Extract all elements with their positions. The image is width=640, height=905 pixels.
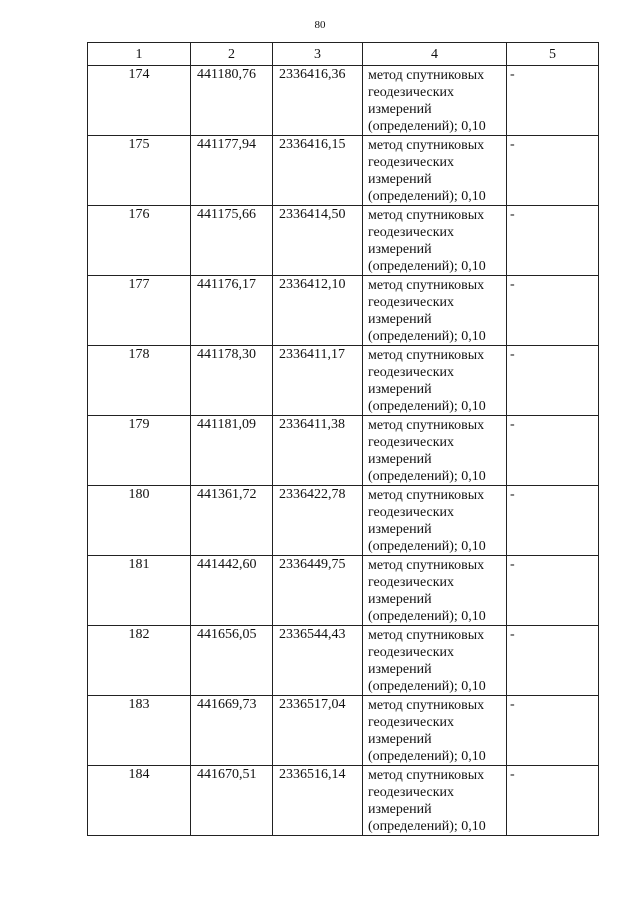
note-cell: - <box>507 206 599 276</box>
page-number: 80 <box>314 19 326 31</box>
table-row <box>88 766 599 836</box>
point-number-cell: 176 <box>88 206 191 276</box>
point-number-cell: 184 <box>88 766 191 836</box>
point-number-cell: 175 <box>88 136 191 206</box>
column-header: 5 <box>507 43 599 66</box>
note-cell: - <box>507 696 599 766</box>
y-coordinate-cell: 2336517,04 <box>273 696 363 766</box>
y-coordinate-cell: 2336544,43 <box>273 626 363 696</box>
point-number-cell: 174 <box>88 66 191 136</box>
method-cell: метод спутниковых геодезических измерений (определений); 0,10 <box>363 766 507 836</box>
method-cell: метод спутниковых геодезических измерений (определений); 0,10 <box>363 346 507 416</box>
y-coordinate-cell: 2336411,38 <box>273 416 363 486</box>
y-coordinate-cell: 2336416,36 <box>273 66 363 136</box>
x-coordinate-cell: 441175,66 <box>191 206 273 276</box>
note-cell: - <box>507 136 599 206</box>
column-header: 2 <box>191 43 273 66</box>
point-number-cell: 181 <box>88 556 191 626</box>
x-coordinate-cell: 441181,09 <box>191 416 273 486</box>
note-cell: - <box>507 66 599 136</box>
y-coordinate-cell: 2336412,10 <box>273 276 363 346</box>
y-coordinate-cell: 2336416,15 <box>273 136 363 206</box>
table-body <box>88 66 599 836</box>
method-cell: метод спутниковых геодезических измерений (определений); 0,10 <box>363 626 507 696</box>
y-coordinate-cell: 2336516,14 <box>273 766 363 836</box>
method-cell: метод спутниковых геодезических измерений (определений); 0,10 <box>363 416 507 486</box>
column-header: 3 <box>273 43 363 66</box>
point-number-cell: 177 <box>88 276 191 346</box>
x-coordinate-cell: 441442,60 <box>191 556 273 626</box>
x-coordinate-cell: 441656,05 <box>191 626 273 696</box>
x-coordinate-cell: 441361,72 <box>191 486 273 556</box>
table-header-row <box>88 43 599 66</box>
x-coordinate-cell: 441180,76 <box>191 66 273 136</box>
table-row <box>88 346 599 416</box>
method-cell: метод спутниковых геодезических измерений (определений); 0,10 <box>363 696 507 766</box>
column-header: 1 <box>88 43 191 66</box>
y-coordinate-cell: 2336411,17 <box>273 346 363 416</box>
method-cell: метод спутниковых геодезических измерений (определений); 0,10 <box>363 556 507 626</box>
method-cell: метод спутниковых геодезических измерений (определений); 0,10 <box>363 206 507 276</box>
column-header: 4 <box>363 43 507 66</box>
method-cell: метод спутниковых геодезических измерений (определений); 0,10 <box>363 136 507 206</box>
method-cell: метод спутниковых геодезических измерений (определений); 0,10 <box>363 486 507 556</box>
point-number-cell: 179 <box>88 416 191 486</box>
table-row <box>88 696 599 766</box>
point-number-cell: 183 <box>88 696 191 766</box>
x-coordinate-cell: 441669,73 <box>191 696 273 766</box>
method-cell: метод спутниковых геодезических измерений (определений); 0,10 <box>363 276 507 346</box>
point-number-cell: 182 <box>88 626 191 696</box>
point-number-cell: 178 <box>88 346 191 416</box>
note-cell: - <box>507 486 599 556</box>
note-cell: - <box>507 346 599 416</box>
method-cell: метод спутниковых геодезических измерений (определений); 0,10 <box>363 66 507 136</box>
note-cell: - <box>507 556 599 626</box>
point-number-cell: 180 <box>88 486 191 556</box>
x-coordinate-cell: 441176,17 <box>191 276 273 346</box>
coordinates-table <box>87 42 599 836</box>
y-coordinate-cell: 2336414,50 <box>273 206 363 276</box>
table-row <box>88 416 599 486</box>
y-coordinate-cell: 2336422,78 <box>273 486 363 556</box>
table-row <box>88 556 599 626</box>
table-row <box>88 66 599 136</box>
note-cell: - <box>507 626 599 696</box>
x-coordinate-cell: 441178,30 <box>191 346 273 416</box>
table-row <box>88 206 599 276</box>
x-coordinate-cell: 441670,51 <box>191 766 273 836</box>
x-coordinate-cell: 441177,94 <box>191 136 273 206</box>
table-row <box>88 136 599 206</box>
table-row <box>88 276 599 346</box>
table-row <box>88 626 599 696</box>
y-coordinate-cell: 2336449,75 <box>273 556 363 626</box>
note-cell: - <box>507 276 599 346</box>
note-cell: - <box>507 416 599 486</box>
table-row <box>88 486 599 556</box>
note-cell: - <box>507 766 599 836</box>
